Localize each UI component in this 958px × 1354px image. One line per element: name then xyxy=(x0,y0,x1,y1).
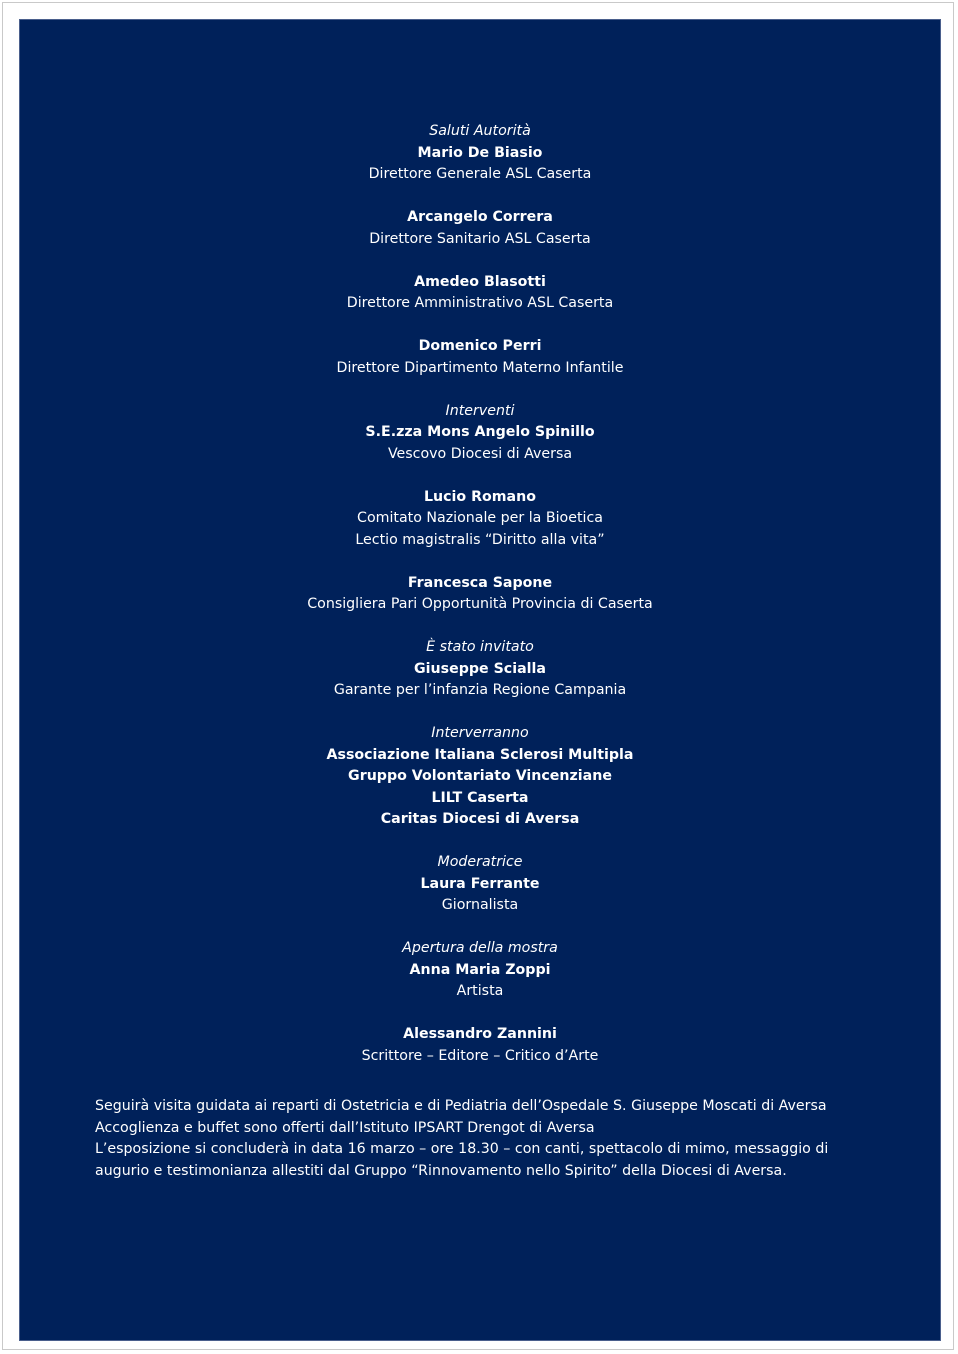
note-line: L’esposizione si concluderà in data 16 marzo – ore 18.30 – con canti, spettacolo di mimo, messaggio di xyxy=(95,1141,829,1157)
speaker-role: Direttore Sanitario ASL Caserta xyxy=(369,230,591,247)
speaker-name: Alessandro Zannini xyxy=(403,1026,557,1042)
speaker-name: Domenico Perri xyxy=(418,338,542,354)
section-heading-mostra: Apertura della mostra xyxy=(402,940,558,956)
spacer xyxy=(20,250,940,272)
speaker-name: Laura Ferrante xyxy=(420,875,540,892)
organization-name: Associazione Italiana Sclerosi Multipla xyxy=(326,746,634,763)
spacer xyxy=(20,379,940,401)
spacer xyxy=(20,831,940,853)
speaker-role: Direttore Generale ASL Caserta xyxy=(368,166,592,182)
speaker-name: Francesca Sapone xyxy=(407,574,553,591)
page xyxy=(2,2,954,1350)
spacer xyxy=(20,315,940,337)
speaker-name: Mario De Biasio xyxy=(417,144,543,161)
speaker-name: Anna Maria Zoppi xyxy=(409,961,551,978)
spacer xyxy=(20,702,940,724)
program-list xyxy=(20,121,940,1067)
section-heading-saluti: Saluti Autorità xyxy=(429,123,531,139)
section-heading-invitato: È stato invitato xyxy=(426,639,534,655)
note-line: Seguirà visita guidata ai reparti di Ostetricia e di Pediatria dell’Ospedale S. Giuseppe Moscati di Aversa xyxy=(95,1098,827,1114)
note-line: augurio e testimonianza allestiti dal Gruppo “Rinnovamento nello Spirito” della Diocesi di Aversa. xyxy=(95,1162,787,1179)
speaker-name: Lucio Romano xyxy=(424,488,536,505)
speaker-role: Consigliera Pari Opportunità Provincia di Caserta xyxy=(307,596,653,612)
speaker-role: Scrittore – Editore – Critico d’Arte xyxy=(361,1047,599,1064)
speaker-role: Direttore Dipartimento Materno Infantile xyxy=(336,359,624,376)
section-heading-moderatrice: Moderatrice xyxy=(437,854,523,870)
speaker-name: S.E.zza Mons Angelo Spinillo xyxy=(365,424,595,440)
closing-notes xyxy=(95,1096,865,1182)
speaker-role: Giornalista xyxy=(441,897,519,913)
speaker-role: Vescovo Diocesi di Aversa xyxy=(387,445,573,462)
speaker-name: Arcangelo Correra xyxy=(407,209,553,225)
spacer xyxy=(20,465,940,487)
speaker-role: Garante per l’infanzia Regione Campania xyxy=(333,682,627,698)
section-heading-interverranno: Interverranno xyxy=(431,725,529,741)
spacer xyxy=(20,186,940,208)
organization-name: LILT Caserta xyxy=(431,789,529,806)
spacer xyxy=(20,917,940,939)
note-line: Accoglienza e buffet sono offerti dall’Istituto IPSART Drengot di Aversa xyxy=(95,1119,595,1136)
section-heading-interventi: Interventi xyxy=(445,402,515,419)
speaker-name: Giuseppe Scialla xyxy=(414,660,546,677)
speaker-name: Amedeo Blasotti xyxy=(414,273,546,290)
program-panel xyxy=(19,19,941,1341)
spacer xyxy=(20,1003,940,1025)
speaker-role: Artista xyxy=(456,983,504,999)
speaker-role: Direttore Amministrativo ASL Caserta xyxy=(346,295,614,311)
speaker-role: Comitato Nazionale per la Bioetica xyxy=(357,510,603,526)
spacer xyxy=(20,551,940,573)
spacer xyxy=(20,616,940,638)
organization-name: Caritas Diocesi di Aversa xyxy=(380,811,580,827)
organization-name: Gruppo Volontariato Vincenziane xyxy=(348,768,612,784)
speaker-lecture: Lectio magistralis “Diritto alla vita” xyxy=(355,531,605,548)
